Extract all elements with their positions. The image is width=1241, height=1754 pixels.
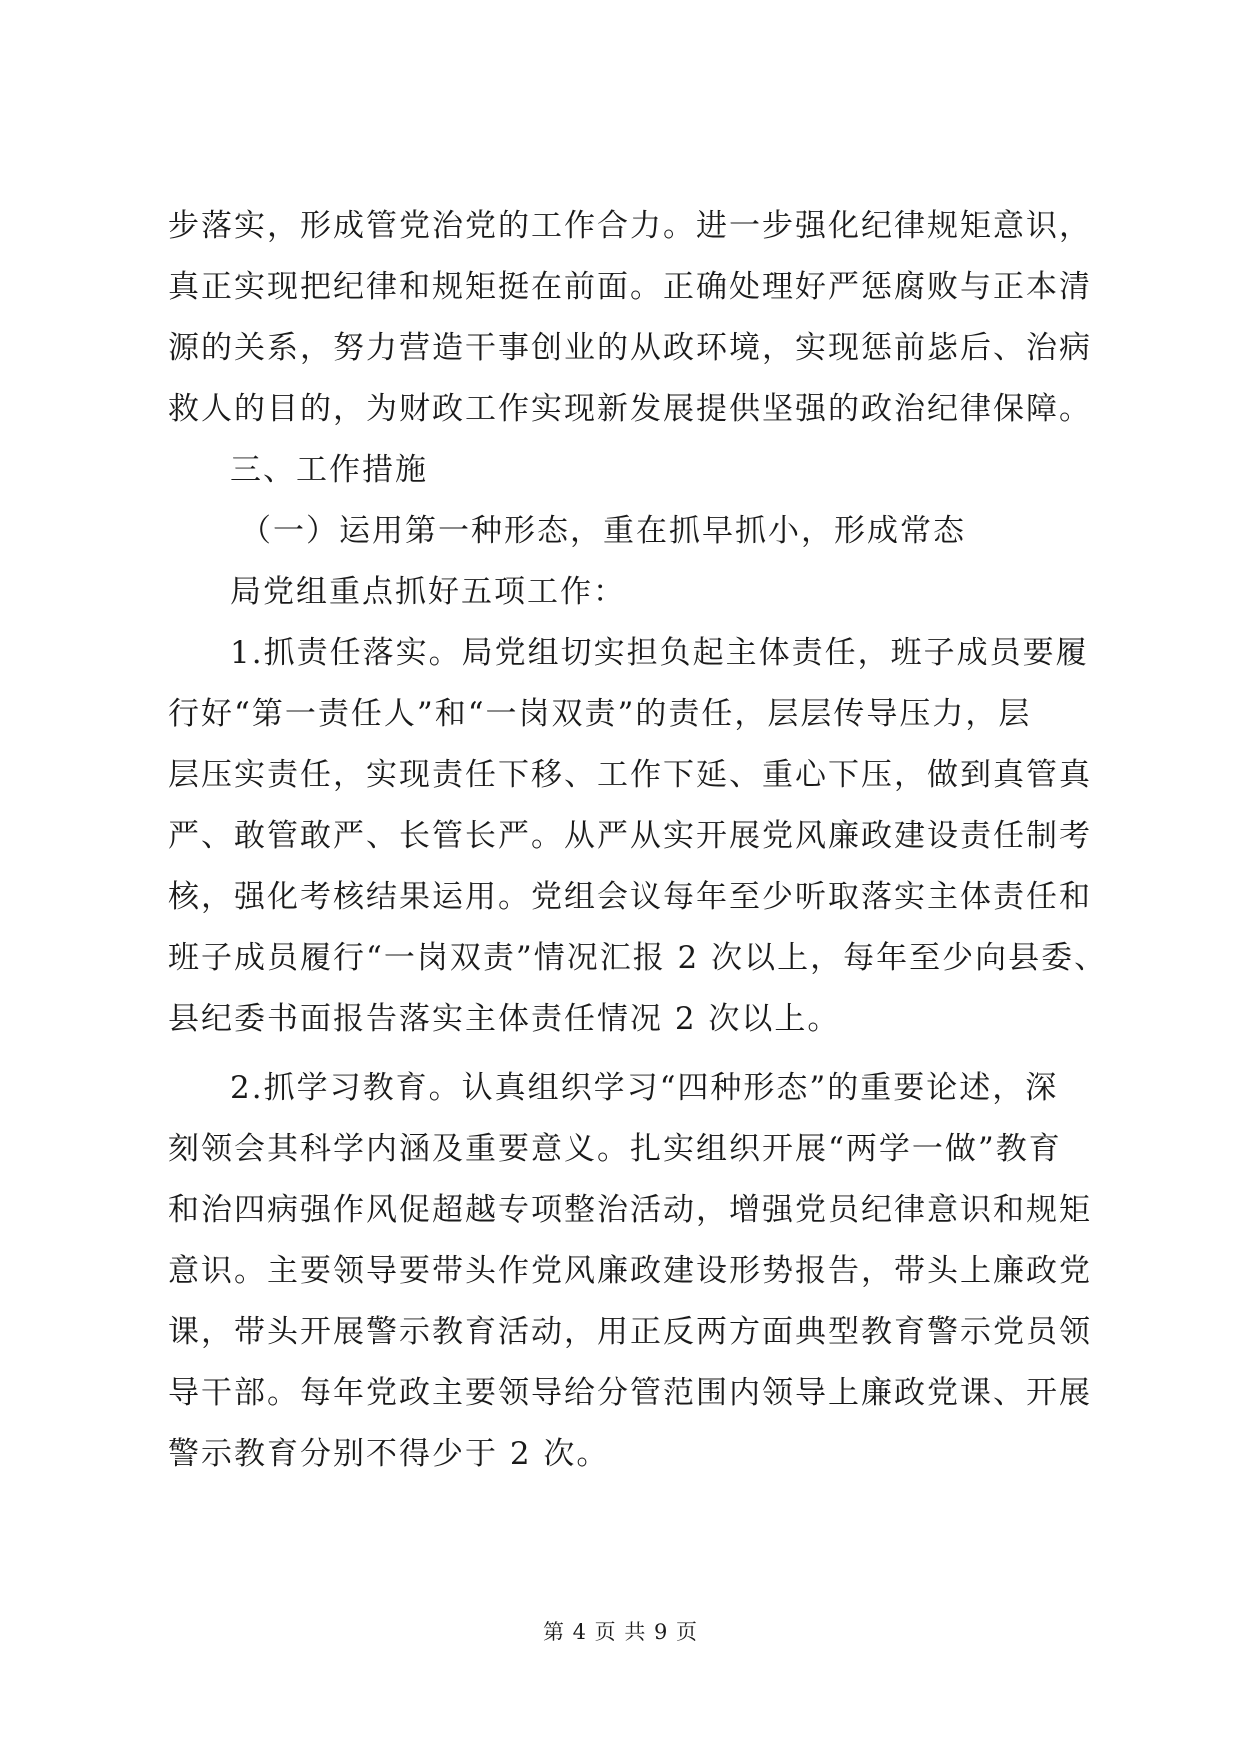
section-heading: 三、工作措施	[230, 452, 428, 488]
paragraph-line: 导干部。每年党政主要领导给分管范围内领导上廉政党课、开展	[168, 1375, 1092, 1411]
paragraph-line: 班子成员履行“一岗双责”情况汇报 2 次以上，每年至少向县委、	[168, 940, 1108, 976]
paragraph-line: 源的关系，努力营造干事创业的从政环境，实现惩前毖后、治病	[168, 330, 1092, 366]
paragraph-line: 课，带头开展警示教育活动，用正反两方面典型教育警示党员领	[168, 1314, 1092, 1350]
paragraph-line: 刻领会其科学内涵及重要意义。扎实组织开展“两学一做”教育	[168, 1131, 1062, 1167]
paragraph-line: 1.抓责任落实。局党组切实担负起主体责任，班子成员要履	[230, 635, 1089, 671]
paragraph-line: 行好“第一责任人”和“一岗双责”的责任，层层传导压力，层	[168, 696, 1032, 732]
page-number-footer: 第 4 页 共 9 页	[542, 1620, 699, 1644]
paragraph-line: 警示教育分别不得少于 2 次。	[168, 1436, 610, 1472]
paragraph-line: 层压实责任，实现责任下移、工作下延、重心下压，做到真管真	[168, 757, 1092, 793]
paragraph-line: 意识。主要领导要带头作党风廉政建设形势报告，带头上廉政党	[168, 1253, 1092, 1289]
paragraph-line: 2.抓学习教育。认真组织学习“四种形态”的重要论述，深	[230, 1070, 1059, 1106]
paragraph-line: 严、敢管敢严、长管长严。从严从实开展党风廉政建设责任制考	[168, 818, 1092, 854]
paragraph-line: 救人的目的，为财政工作实现新发展提供坚强的政治纪律保障。	[168, 391, 1092, 427]
paragraph-line: 局党组重点抓好五项工作：	[230, 574, 626, 610]
paragraph-line: 县纪委书面报告落实主体责任情况 2 次以上。	[168, 1001, 841, 1037]
paragraph-line: 步落实，形成管党治党的工作合力。进一步强化纪律规矩意识，	[168, 208, 1092, 244]
subsection-heading: （一）运用第一种形态，重在抓早抓小，形成常态	[240, 513, 966, 549]
paragraph-line: 和治四病强作风促超越专项整治活动，增强党员纪律意识和规矩	[168, 1192, 1092, 1228]
document-body	[168, 196, 1108, 1485]
paragraph-line: 核，强化考核结果运用。党组会议每年至少听取落实主体责任和	[168, 879, 1092, 915]
paragraph-line: 真正实现把纪律和规矩挺在前面。正确处理好严惩腐败与正本清	[168, 269, 1092, 305]
